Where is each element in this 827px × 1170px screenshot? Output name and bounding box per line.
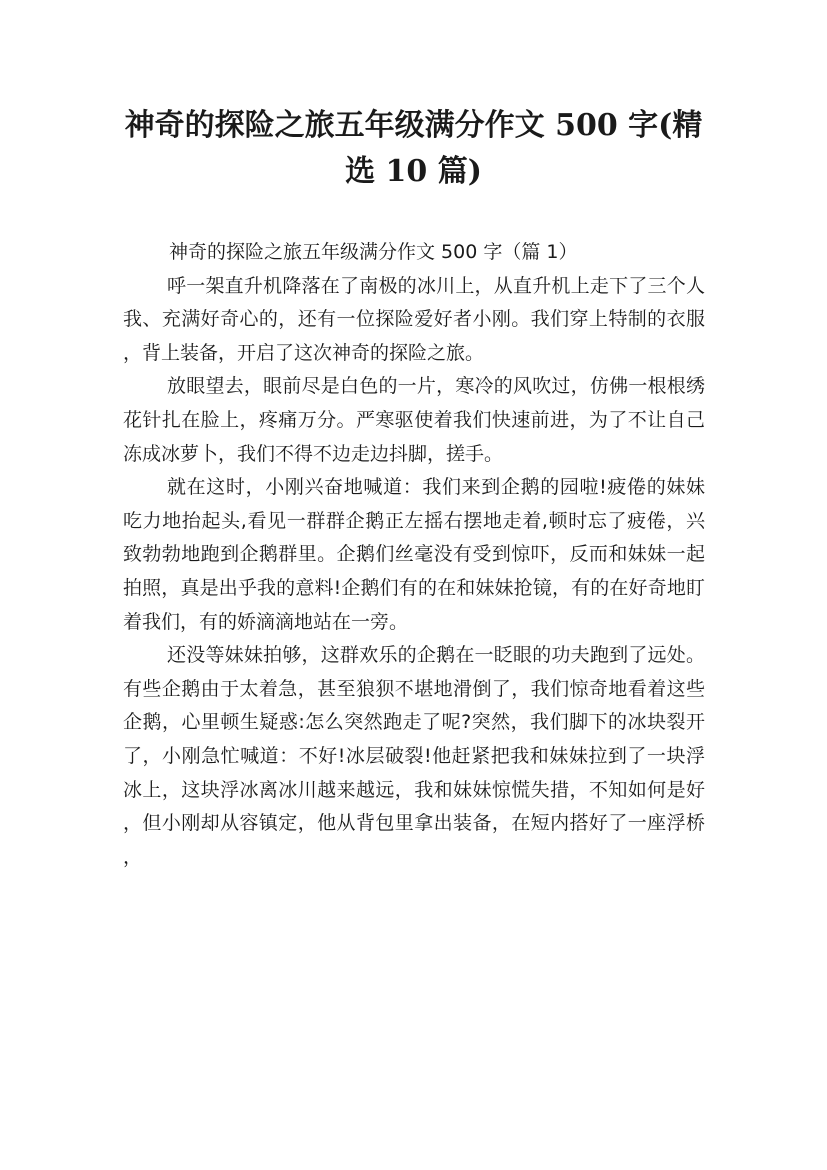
paragraph: 就在这时，小刚兴奋地喊道：我们来到企鹅的园啦!疲倦的妹妹吃力地抬起头,看见一群群企鹅正左摇右摆地走着,顿时忘了疲倦，兴致勃勃地跑到企鹅群里。企鹅们丝毫没有受到惊吓，反而和妹妹一起拍照，真是出乎我的意料!企鹅们有的在和妹妹抢镜，有的在好奇地盯着我们，有的娇滴滴地站在一旁。 bbox=[123, 476, 705, 633]
paragraph: 还没等妹妹拍够，这群欢乐的企鹅在一眨眼的功夫跑到了远处。有些企鹅由于太着急，甚至狼狈不堪地滑倒了，我们惊奇地看着这些企鹅，心里顿生疑惑:怎么突然跑走了呢?突然，我们脚下的冰块裂开了，小刚急忙喊道：不好!冰层破裂!他赶紧把我和妹妹拉到了一块浮冰上，这块浮冰离冰川越来越远，我和妹妹惊慌失措，不知如何是好，但小刚却从容镇定，他从背包里拿出装备，在短内搭好了一座浮桥， bbox=[123, 644, 705, 868]
paragraph: 呼一架直升机降落在了南极的冰川上，从直升机上走下了三个人我、充满好奇心的，还有一位探险爱好者小刚。我们穿上特制的衣服，背上装备，开启了这次神奇的探险之旅。 bbox=[123, 274, 705, 364]
document-title: 神奇的探险之旅五年级满分作文 500 字(精选 10 篇) bbox=[124, 108, 703, 189]
article-body bbox=[123, 236, 705, 874]
paragraph: 放眼望去，眼前尽是白色的一片，寒冷的风吹过，仿佛一根根绣花针扎在脸上，疼痛万分。严寒驱使着我们快速前进，为了不让自己冻成冰萝卜，我们不得不边走边抖脚，搓手。 bbox=[123, 375, 705, 465]
section-heading: 神奇的探险之旅五年级满分作文 500 字（篇 1） bbox=[169, 241, 578, 263]
